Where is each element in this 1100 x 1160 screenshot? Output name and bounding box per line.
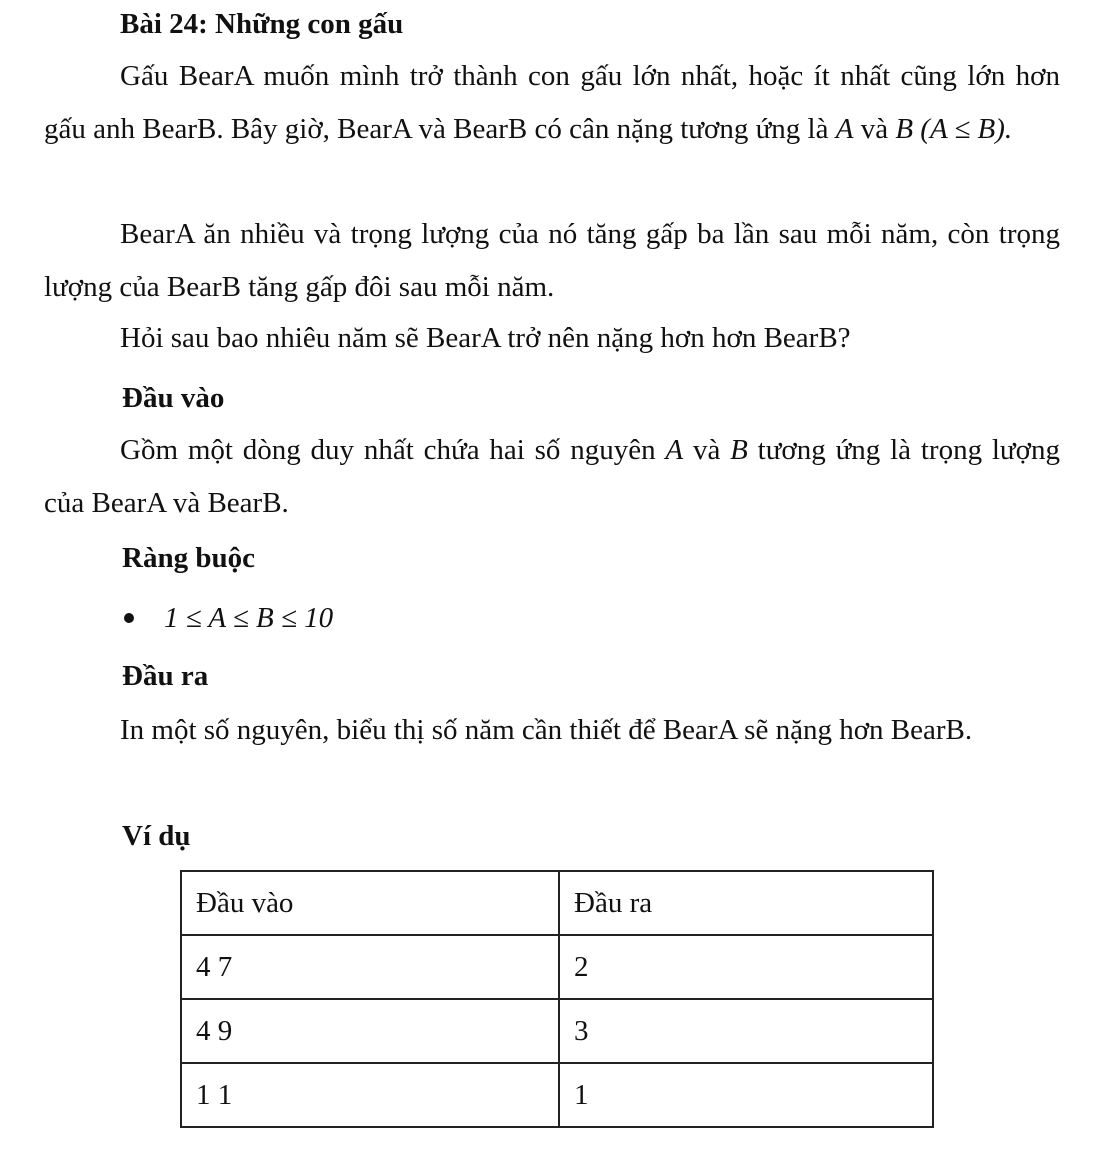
output-paragraph: In một số nguyên, biểu thị số năm cần thiết để BearA sẽ nặng hơn BearB. <box>120 714 973 746</box>
table-row <box>181 1063 933 1127</box>
constraint-text: 1 ≤ A ≤ B ≤ 10 <box>164 602 334 634</box>
input-var-b: B <box>730 434 748 466</box>
input-text-a: Gồm một dòng duy nhất chứa hai số nguyên <box>120 434 666 466</box>
bullet-icon <box>124 613 134 623</box>
input-paragraph <box>44 424 1060 530</box>
intro-paragraph-2: BearA ăn nhiều và trọng lượng của nó tăng gấp ba lần sau mỗi năm, còn trọng lượng của BearB tăng gấp đôi sau mỗi năm. <box>44 218 1060 303</box>
var-a: A <box>835 113 854 145</box>
problem-title: Bài 24: Những con gấu <box>120 8 404 40</box>
table-row <box>181 935 933 999</box>
table-row <box>181 999 933 1063</box>
table-header-cell: Đầu vào <box>181 871 559 935</box>
constraints-heading: Ràng buộc <box>122 542 255 574</box>
example-heading: Ví dụ <box>122 820 191 852</box>
intro-condition: (A ≤ B). <box>913 113 1013 145</box>
intro-and: và <box>853 113 896 145</box>
table-header-cell: Đầu ra <box>559 871 933 935</box>
constraint-item <box>120 598 333 638</box>
example-table <box>180 870 934 1128</box>
table-cell-output: 2 <box>559 935 933 999</box>
intro-paragraph-3: Hỏi sau bao nhiêu năm sẽ BearA trở nên nặng hơn hơn BearB? <box>120 322 851 354</box>
table-cell-input: 4 7 <box>181 935 559 999</box>
table-header-row <box>181 871 933 935</box>
table-cell-output: 1 <box>559 1063 933 1127</box>
intro-paragraph-1 <box>44 50 1060 156</box>
table-cell-output: 3 <box>559 999 933 1063</box>
intro-text: Gấu BearA muốn mình trở thành con gấu lớn nhất, hoặc ít nhất cũng lớn hơn gấu anh BearB. Bây giờ, BearA và BearB có cân nặng tương ứng là <box>44 60 1060 145</box>
var-b: B <box>895 113 914 145</box>
output-heading: Đầu ra <box>122 660 209 692</box>
input-heading: Đầu vào <box>122 382 225 414</box>
input-text-and: và <box>683 434 731 466</box>
table-cell-input: 4 9 <box>181 999 559 1063</box>
input-text-b: tương ứng là trọng lượng của BearA và BearB. <box>44 434 1060 519</box>
input-var-a: A <box>665 434 684 466</box>
table-cell-input: 1 1 <box>181 1063 559 1127</box>
